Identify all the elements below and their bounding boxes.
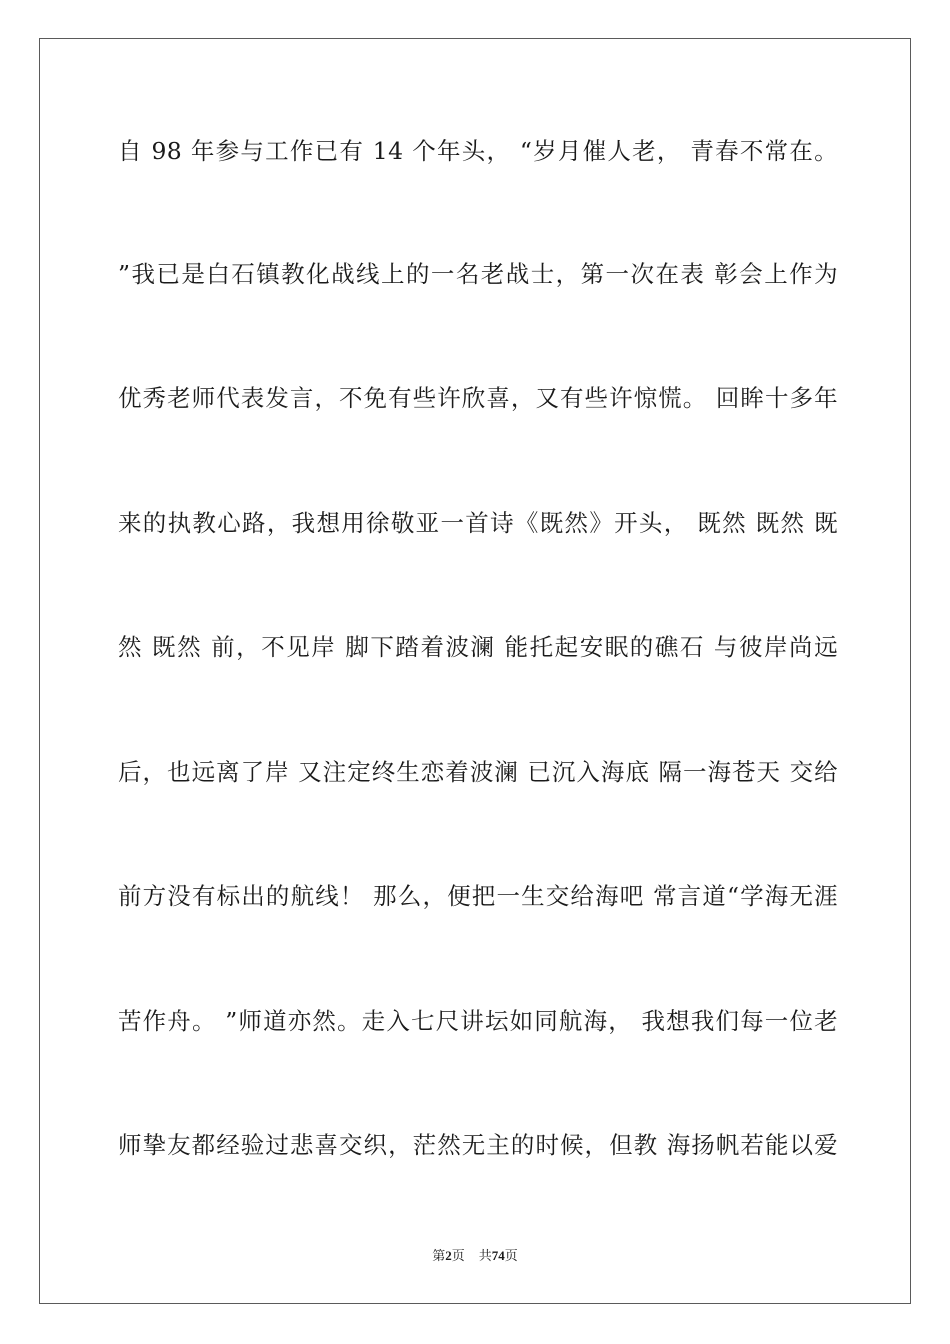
total-prefix: 共 bbox=[478, 1248, 492, 1263]
page-prefix: 第 bbox=[432, 1248, 446, 1263]
page-border bbox=[39, 38, 911, 1304]
page-number: 2 bbox=[445, 1248, 452, 1263]
text-line: 来的执教心路，我想用徐敬亚一首诗《既然》开头， 既然 既然 既 bbox=[118, 509, 838, 537]
text-line: 苦作舟。 ”师道亦然。走入七尺讲坛如同航海， 我想我们每一位老 bbox=[118, 1007, 838, 1035]
text-line: ”我已是白石镇教化战线上的一名老战士，第一次在表 彰会上作为 bbox=[118, 260, 838, 288]
text-line: 师挚友都经验过悲喜交织，茫然无主的时候，但教 海扬帆若能以爱 bbox=[118, 1131, 838, 1159]
text-line: 优秀老师代表发言，不免有些许欣喜，又有些许惊慌。 回眸十多年 bbox=[118, 384, 838, 412]
page-footer bbox=[0, 1246, 950, 1266]
text-line: 后，也远离了岸 又注定终生恋着波澜 已沉入海底 隔一海苍天 交给 bbox=[118, 758, 838, 786]
total-pages: 74 bbox=[491, 1248, 505, 1263]
page-suffix: 页 bbox=[451, 1248, 465, 1263]
text-line: 然 既然 前，不见岸 脚下踏着波澜 能托起安眠的礁石 与彼岸尚远 bbox=[118, 633, 838, 661]
text-line: 前方没有标出的航线！ 那么，便把一生交给海吧 常言道“学海无涯 bbox=[118, 882, 838, 910]
text-line: 自 98 年参与工作已有 14 个年头， “岁月催人老， 青春不常在。 bbox=[118, 137, 838, 165]
total-suffix: 页 bbox=[504, 1248, 518, 1263]
